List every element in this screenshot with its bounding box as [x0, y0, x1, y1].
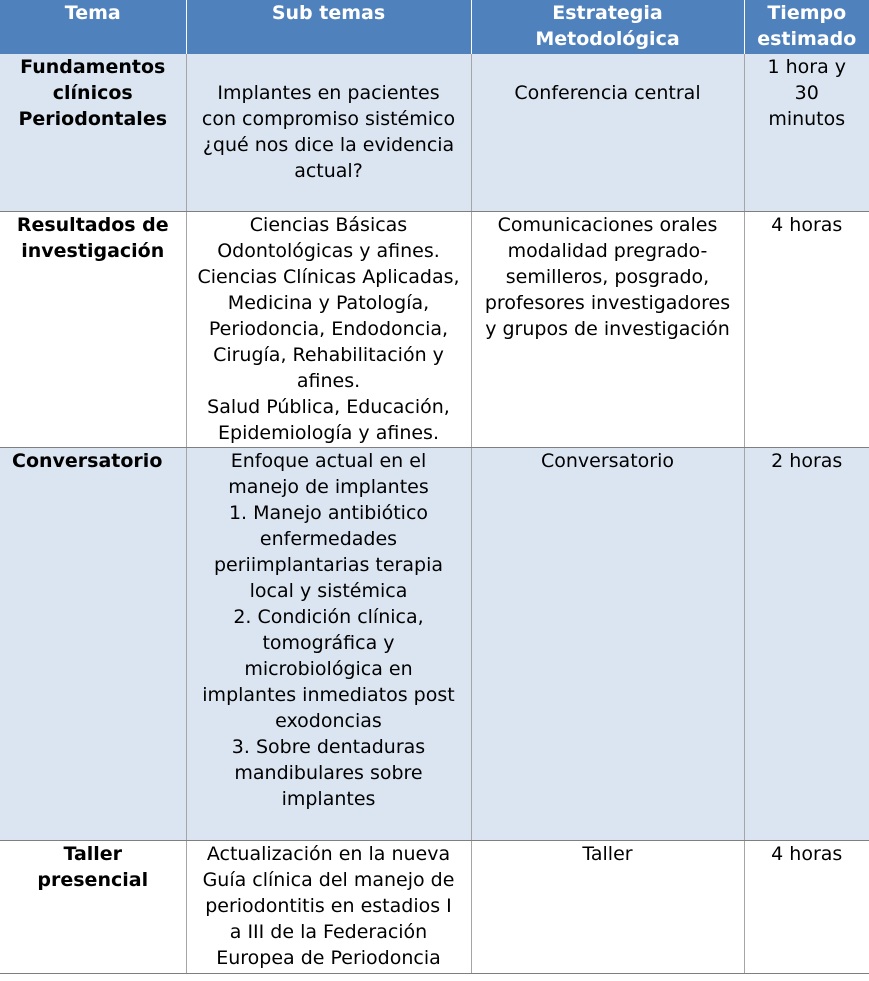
sub-tema-line: Ciencias Básicas	[249, 213, 408, 236]
sub-tema-line: Ciencias Clínicas Aplicadas,	[197, 265, 460, 288]
cell-sub-temas	[186, 211, 471, 447]
sub-tema-line: con compromiso sistémico	[201, 108, 456, 130]
sub-tema-line: manejo de implantes	[228, 475, 429, 498]
sub-tema-line: implantes inmediatos post	[202, 683, 455, 706]
tema-line: Periodontales	[18, 108, 168, 130]
estrategia-line: modalidad pregrado-	[507, 239, 708, 262]
cell-sub-temas	[186, 54, 471, 211]
cell-tiempo	[744, 447, 869, 840]
table-row	[0, 54, 869, 211]
sub-tema-line: Periodoncia, Endodoncia,	[208, 317, 449, 340]
cell-tema	[0, 211, 186, 447]
sub-tema-line: local y sistémica	[249, 579, 408, 602]
header-tiempo	[744, 0, 869, 54]
tema-line: Fundamentos	[20, 56, 166, 78]
tema-line: Taller	[63, 842, 123, 865]
cell-tiempo	[744, 840, 869, 973]
cell-estrategia	[471, 211, 744, 447]
tiempo-line: 2 horas	[771, 449, 843, 472]
sub-tema-line: periimplantarias terapia	[214, 553, 443, 576]
sub-tema-line: 1. Manejo antibiótico	[228, 501, 429, 524]
tema-line: Resultados de	[16, 213, 169, 236]
table-row	[0, 211, 869, 447]
header-sub-temas-label: Sub temas	[271, 2, 386, 24]
estrategia-line: Comunicaciones orales	[497, 213, 718, 236]
header-sub-temas	[186, 0, 471, 54]
sub-tema-line: Odontológicas y afines.	[217, 239, 440, 262]
cell-sub-temas	[186, 447, 471, 840]
sub-tema-line: periodontitis en estadios I	[205, 894, 452, 917]
cell-tema	[0, 54, 186, 211]
sub-tema-line: exodoncias	[275, 709, 382, 732]
estrategia-line: Taller	[582, 842, 633, 865]
estrategia-line: Conversatorio	[540, 449, 674, 472]
sub-tema-line: ¿qué nos dice la evidencia	[202, 134, 455, 156]
sub-tema-line: Salud Pública, Educación,	[207, 395, 450, 418]
sub-tema-line: 3. Sobre dentaduras	[231, 735, 426, 758]
estrategia-line: semilleros, posgrado,	[505, 265, 710, 288]
sub-tema-line: mandibulares sobre	[234, 761, 423, 784]
tema-line: investigación	[21, 239, 165, 262]
sub-tema-line: Epidemiología y afines.	[218, 421, 439, 444]
header-tiempo-line: Tiempo	[767, 2, 847, 24]
cell-estrategia	[471, 447, 744, 840]
cell-tiempo	[744, 211, 869, 447]
sub-tema-line: tomográfica y	[262, 631, 395, 654]
header-estrategia-line: Estrategia	[552, 2, 663, 24]
table-row	[0, 447, 869, 840]
cell-estrategia	[471, 840, 744, 973]
estrategia-line: Conferencia central	[514, 82, 701, 104]
cell-estrategia	[471, 54, 744, 211]
sub-tema-line: a III de la Federación	[229, 920, 428, 943]
sub-tema-line: implantes	[281, 787, 376, 810]
sub-tema-line: Guía clínica del manejo de	[202, 868, 455, 891]
cell-tema	[0, 447, 186, 840]
sub-tema-line: microbiológica en	[244, 657, 413, 680]
estrategia-line: profesores investigadores	[484, 291, 731, 314]
header-tiempo-line: estimado	[757, 28, 857, 50]
estrategia-line: y grupos de investigación	[485, 317, 730, 340]
sub-tema-line: afines.	[296, 369, 361, 392]
tema-line: presencial	[37, 868, 149, 891]
cell-tema	[0, 840, 186, 973]
tiempo-line: 4 horas	[771, 842, 843, 865]
sub-tema-line: Europea de Periodoncia	[216, 946, 441, 969]
sub-tema-line: actual?	[294, 160, 363, 182]
tema-line: clínicos	[52, 82, 133, 104]
tema-line: Conversatorio	[12, 449, 163, 472]
header-tema-label: Tema	[64, 2, 121, 24]
tiempo-line: 1 hora y	[767, 56, 847, 78]
sub-tema-line: Actualización en la nueva	[206, 842, 451, 865]
sub-tema-line: enfermedades	[259, 527, 398, 550]
tiempo-line: 4 horas	[771, 213, 843, 236]
header-estrategia-line: Metodológica	[535, 28, 680, 50]
sub-tema-line: Implantes en pacientes	[217, 82, 440, 104]
sub-tema-line: 2. Condición clínica,	[233, 605, 424, 628]
cell-sub-temas	[186, 840, 471, 973]
tiempo-line: 30	[794, 82, 819, 104]
header-estrategia	[471, 0, 744, 54]
tiempo-line: minutos	[768, 108, 846, 130]
cell-tiempo	[744, 54, 869, 211]
sub-tema-line: Medicina y Patología,	[227, 291, 430, 314]
header-row	[0, 0, 869, 54]
sub-tema-line: Enfoque actual en el	[230, 449, 427, 472]
table-row	[0, 840, 869, 973]
header-tema	[0, 0, 186, 54]
sub-tema-line: Cirugía, Rehabilitación y	[213, 343, 444, 366]
